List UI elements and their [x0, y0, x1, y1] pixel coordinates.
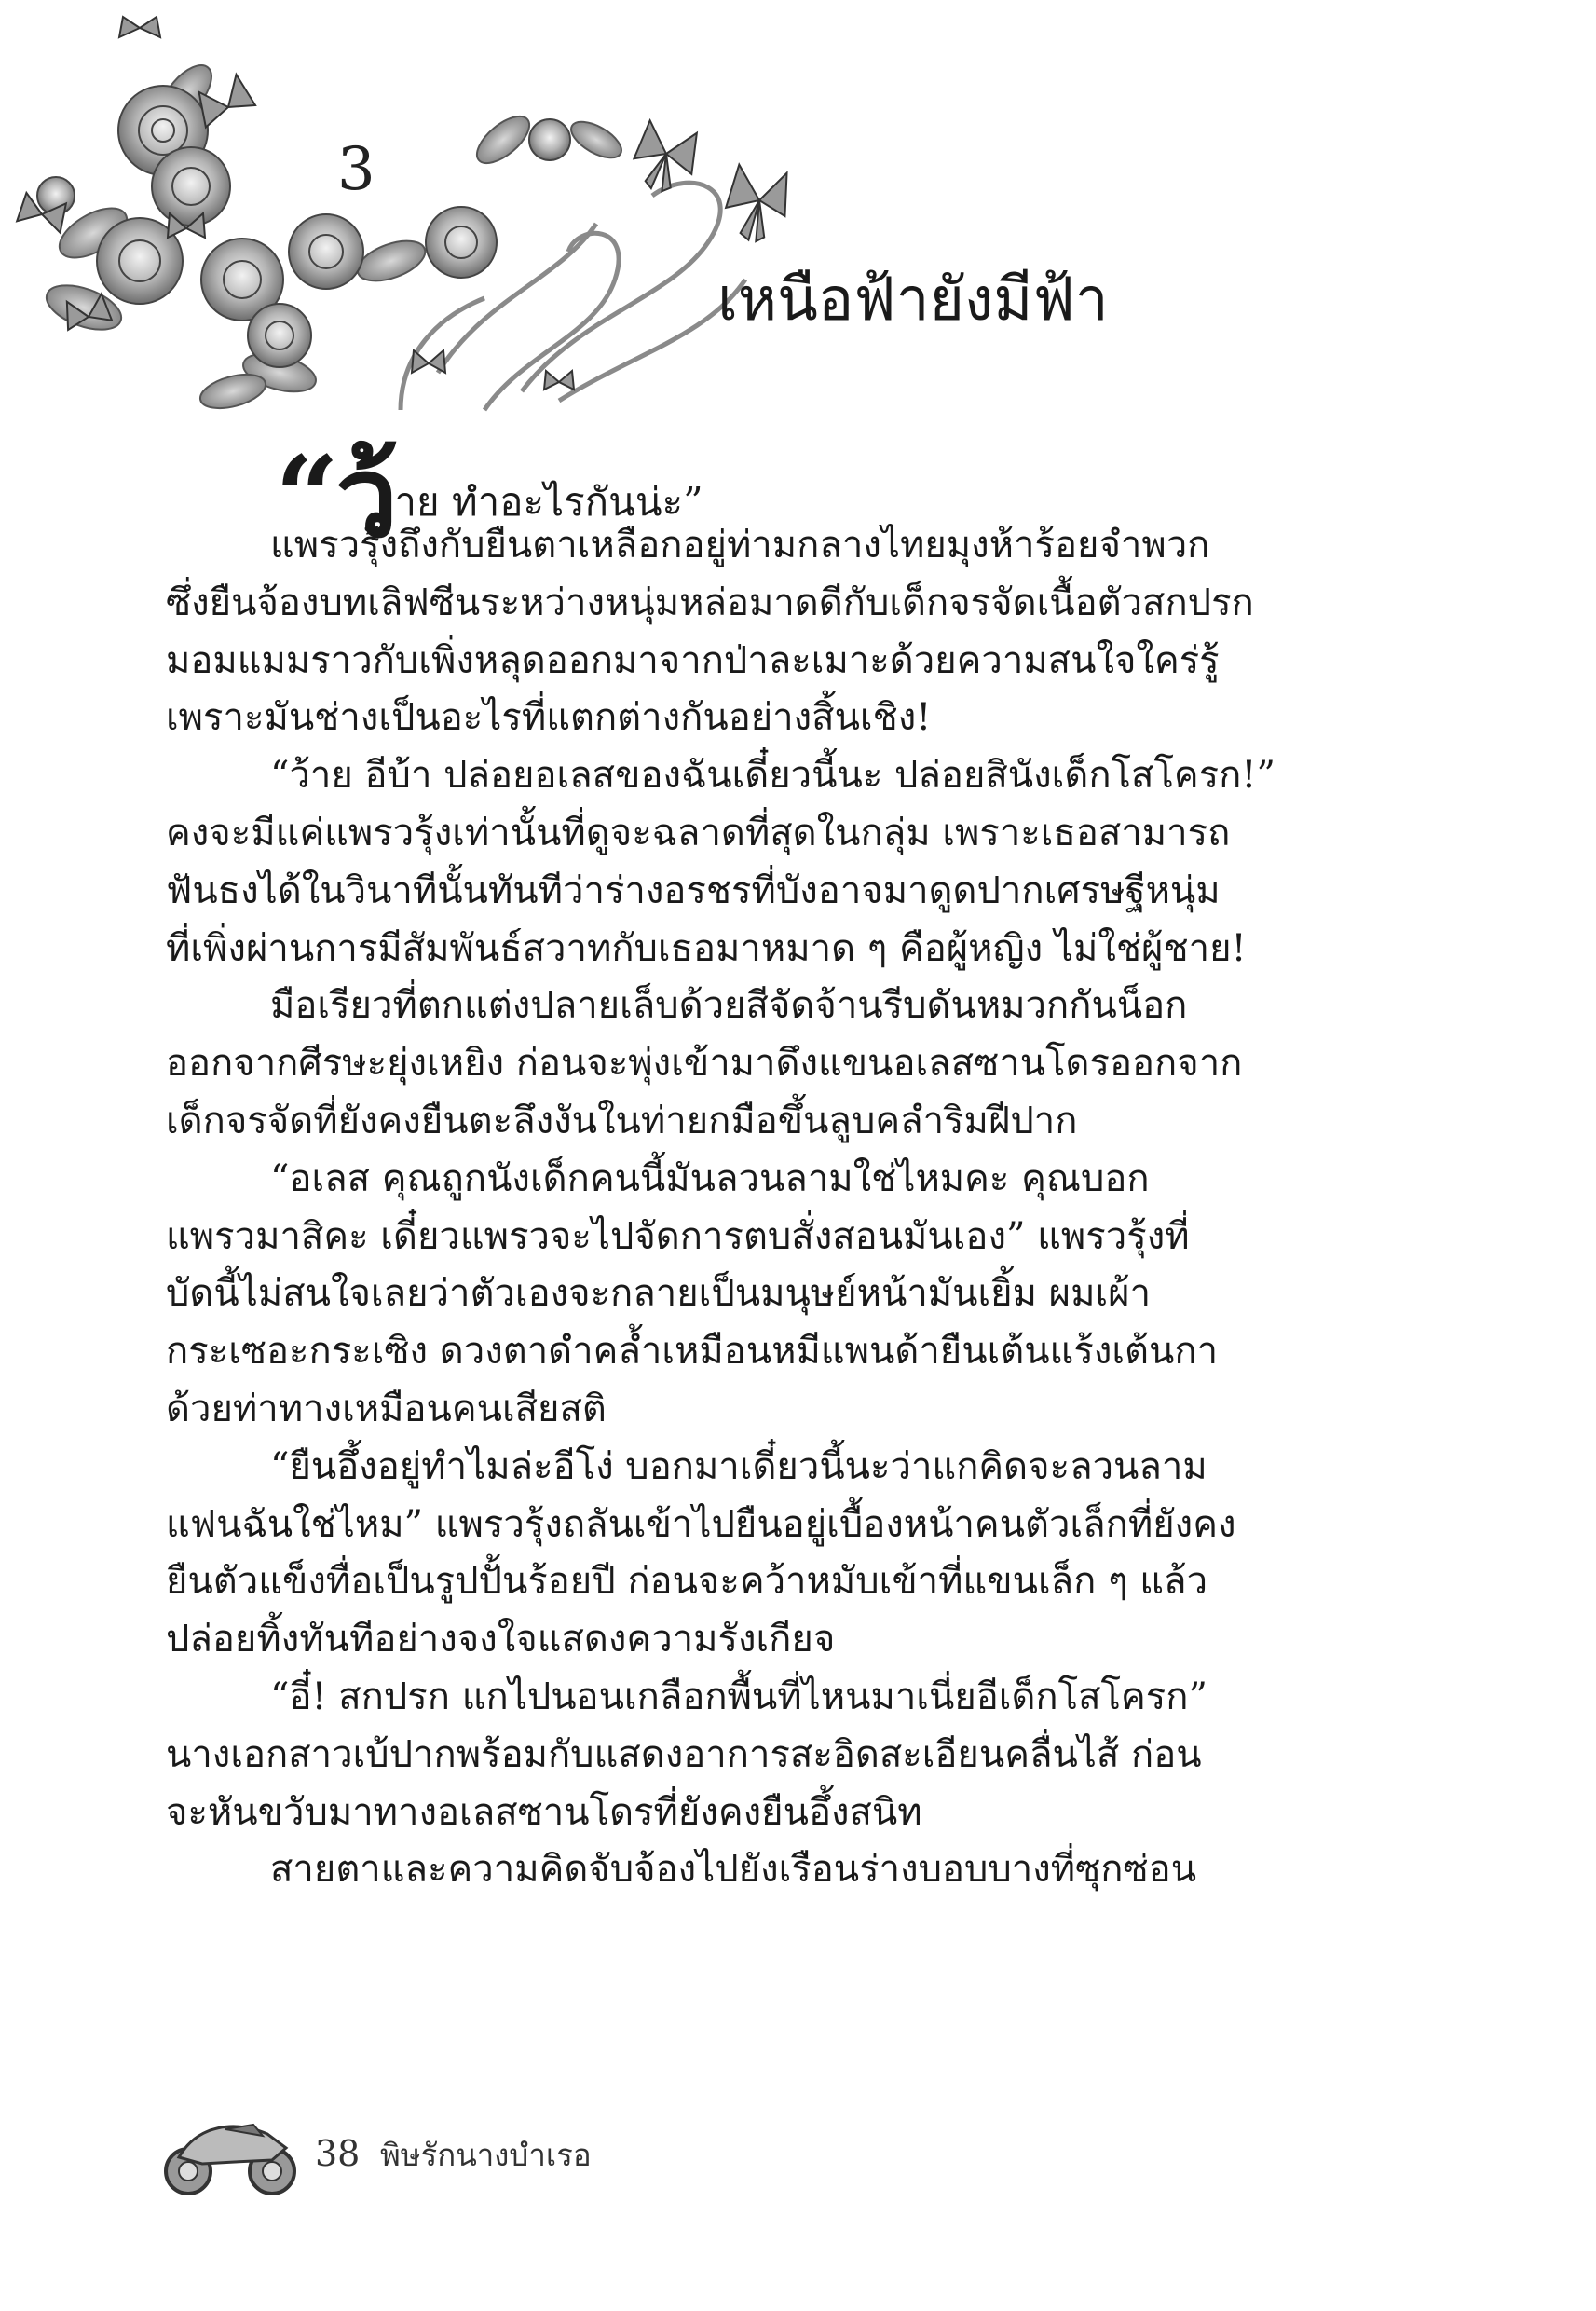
book-title: พิษรักนางบำเรอ	[380, 2137, 592, 2173]
text-line: “อี๋! สกปรก แกไปนอนเกลือกพื้นที่ไหนมาเนี่ยอีเด็กโสโครก”	[270, 1675, 1207, 1718]
text-line: จะหันขวับมาทางอเลสซานโดรที่ยังคงยืนอึ้งสนิท	[166, 1790, 922, 1834]
opening-line-text: าย ทำอะไรกันน่ะ”	[394, 479, 703, 525]
text-line: ปล่อยทิ้งทันทีอย่างจงใจแสดงความรังเกียจ	[166, 1618, 836, 1661]
text-line: บัดนี้ไม่สนใจเลยว่าตัวเองจะกลายเป็นมนุษย์หน้ามันเยิ้ม ผมเผ้า	[166, 1272, 1152, 1316]
text-line: เพราะมันช่างเป็นอะไรที่แตกต่างกันอย่างสิ้นเชิง!	[166, 696, 932, 740]
butterfly-icon	[17, 17, 792, 390]
text-line: กระเซอะกระเซิง ดวงตาดำคล้ำเหมือนหมีแพนด้ายืนเต้นแร้งเต้นกา	[166, 1330, 1219, 1374]
page-number: 38	[315, 2133, 361, 2174]
text-line: ออกจากศีรษะยุ่งเหยิง ก่อนจะพุ่งเข้ามาดึงแขนอเลสซานโดรออกจาก	[166, 1042, 1243, 1086]
text-line: ยืนตัวแข็งทื่อเป็นรูปปั้นร้อยปี ก่อนจะคว้าหมับเข้าที่แขนเล็ก ๆ แล้ว	[166, 1560, 1208, 1604]
text-line: แพรวรุ้งถึงกับยืนตาเหลือกอยู่ท่ามกลางไทยมุงห้าร้อยจำพวก	[270, 524, 1210, 567]
text-line: นางเอกสาวเบ้ปากพร้อมกับแสดงอาการสะอิดสะเอียนคลื่นไส้ ก่อน	[166, 1732, 1202, 1776]
floral-ornament	[0, 0, 1118, 447]
text-line: เด็กจรจัดที่ยังคงยืนตะลึงงันในท่ายกมือขึ้นลูบคลำริมฝีปาก	[166, 1099, 1078, 1142]
chapter-title: เหนือฟ้ายังมีฟ้า	[717, 266, 1109, 335]
text-line: ที่เพิ่งผ่านการมีสัมพันธ์สวาทกับเธอมาหมาด ๆ คือผู้หญิง ไม่ใช่ผู้ชาย!	[166, 926, 1247, 970]
chapter-number: 3	[337, 135, 375, 204]
opening-drop-cap: “ว้	[275, 431, 395, 563]
motorcycle-icon	[160, 2106, 300, 2199]
text-line: คงจะมีแค่แพรวรุ้งเท่านั้นที่ดูจะฉลาดที่สุดในกลุ่ม เพราะเธอสามารถ	[166, 811, 1231, 855]
text-line: มือเรียวที่ตกแต่งปลายเล็บด้วยสีจัดจ้านรีบดันหมวกกันน็อก	[270, 984, 1188, 1028]
text-line: มอมแมมราวกับเพิ่งหลุดออกมาจากป่าละเมาะด้วยความสนใจใคร่รู้	[166, 638, 1220, 682]
text-line: ซึ่งยืนจ้องบทเลิฟซีนระหว่างหนุ่มหล่อมาดดีกับเด็กจรจัดเนื้อตัวสกปรก	[166, 581, 1254, 624]
text-line: “ว้าย อีบ้า ปล่อยอเลสของฉันเดี๋ยวนี้นะ ปล่อยสินังเด็กโสโครก!”	[270, 754, 1275, 798]
text-line: “ยืนอึ้งอยู่ทำไมล่ะอีโง่ บอกมาเดี๋ยวนี้นะว่าแกคิดจะลวนลาม	[270, 1444, 1207, 1488]
text-line: ฟันธงได้ในวินาทีนั้นทันทีว่าร่างอรชรที่บังอาจมาดูดปากเศรษฐีหนุ่ม	[166, 868, 1221, 912]
body-text	[166, 517, 1326, 1899]
text-line: สายตาและความคิดจับจ้องไปยังเรือนร่างบอบบางที่ซุกซ่อน	[270, 1848, 1197, 1892]
text-line: “อเลส คุณถูกนังเด็กคนนี้มันลวนลามใช่ไหมคะ คุณบอก	[270, 1156, 1150, 1200]
text-line: ด้วยท่าทางเหมือนคนเสียสติ	[166, 1387, 607, 1430]
text-line: แพรวมาสิคะ เดี๋ยวแพรวจะไปจัดการตบสั่งสอนมันเอง” แพรวรุ้งที่	[166, 1214, 1190, 1258]
text-line: แฟนฉันใช่ไหม” แพรวรุ้งถลันเข้าไปยืนอยู่เบื้องหน้าคนตัวเล็กที่ยังคง	[166, 1502, 1236, 1546]
